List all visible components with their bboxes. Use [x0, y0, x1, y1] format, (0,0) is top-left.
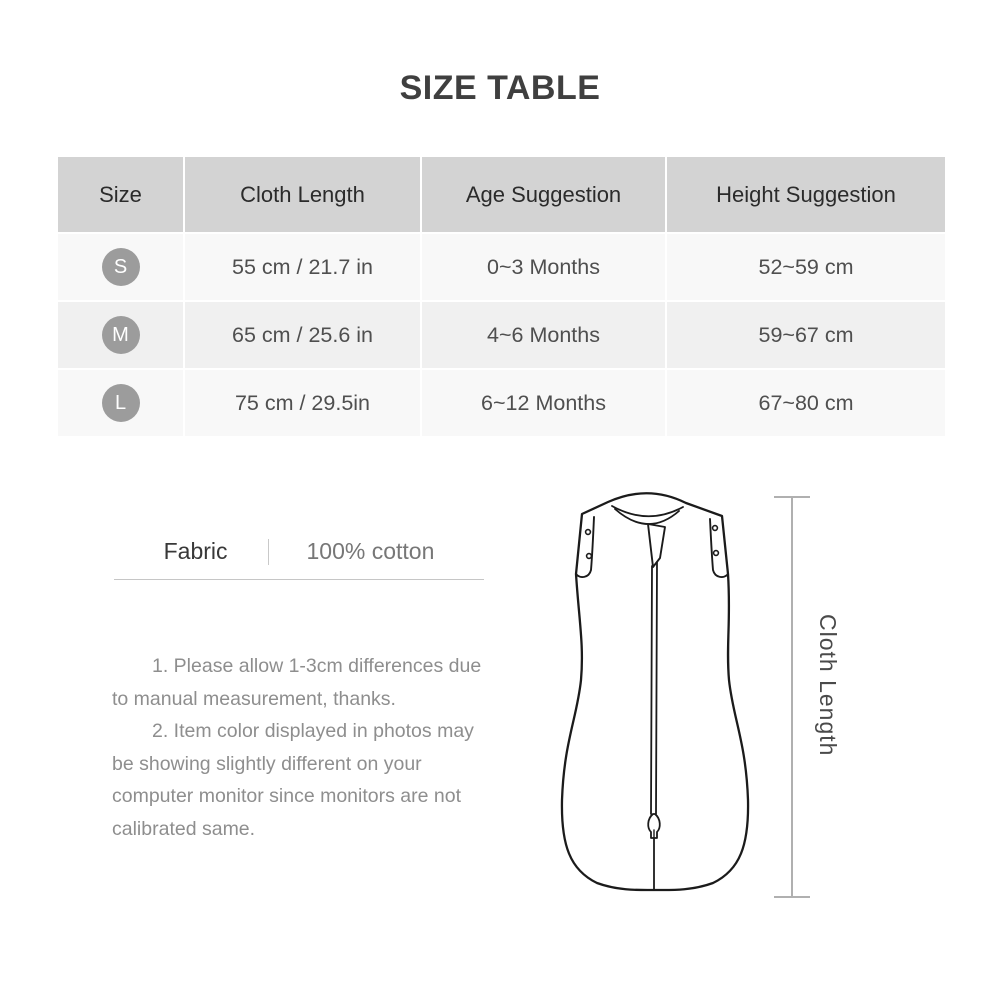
disclaimer-notes [112, 650, 557, 845]
page-title: SIZE TABLE [399, 69, 601, 107]
cloth-length-label: Cloth Length [815, 614, 841, 757]
header-cloth-length: Cloth Length [185, 157, 422, 232]
header-height-suggestion: Height Suggestion [667, 157, 945, 232]
table-row-s [58, 234, 945, 300]
size-table [58, 157, 945, 436]
age-cell: 4~6 Months [422, 302, 667, 368]
note-line: 2. Item color displayed in photos may [152, 720, 474, 742]
size-badge-s: S [102, 248, 140, 286]
table-row-m [58, 302, 945, 368]
note-line: calibrated same. [112, 817, 256, 840]
cloth-length-cell: 75 cm / 29.5in [185, 370, 422, 436]
baby-sleep-sack-icon [545, 470, 795, 920]
age-cell: 6~12 Months [422, 370, 667, 436]
fabric-value: 100% cotton [306, 538, 435, 564]
fabric-row [114, 538, 484, 580]
size-cell [58, 302, 185, 368]
fabric-label: Fabric [163, 538, 228, 564]
size-badge-m: M [102, 316, 140, 354]
header-age-suggestion: Age Suggestion [422, 157, 667, 232]
size-badge-l: L [102, 384, 140, 422]
age-cell: 0~3 Months [422, 234, 667, 300]
size-cell [58, 234, 185, 300]
height-cell: 67~80 cm [667, 370, 945, 436]
note-line: 1. Please allow 1-3cm differences due [152, 655, 482, 677]
note-line: computer monitor since monitors are not [112, 785, 461, 807]
note-line: be showing slightly different on your [112, 752, 422, 775]
cloth-length-cell: 65 cm / 25.6 in [185, 302, 422, 368]
note-line: to manual measurement, thanks. [112, 687, 396, 710]
table-row-l [58, 370, 945, 436]
vertical-divider [268, 539, 269, 565]
size-cell [58, 370, 185, 436]
size-table-header-row [58, 157, 945, 232]
header-size: Size [58, 157, 185, 232]
cloth-length-cell: 55 cm / 21.7 in [185, 234, 422, 300]
height-cell: 52~59 cm [667, 234, 945, 300]
height-cell: 59~67 cm [667, 302, 945, 368]
